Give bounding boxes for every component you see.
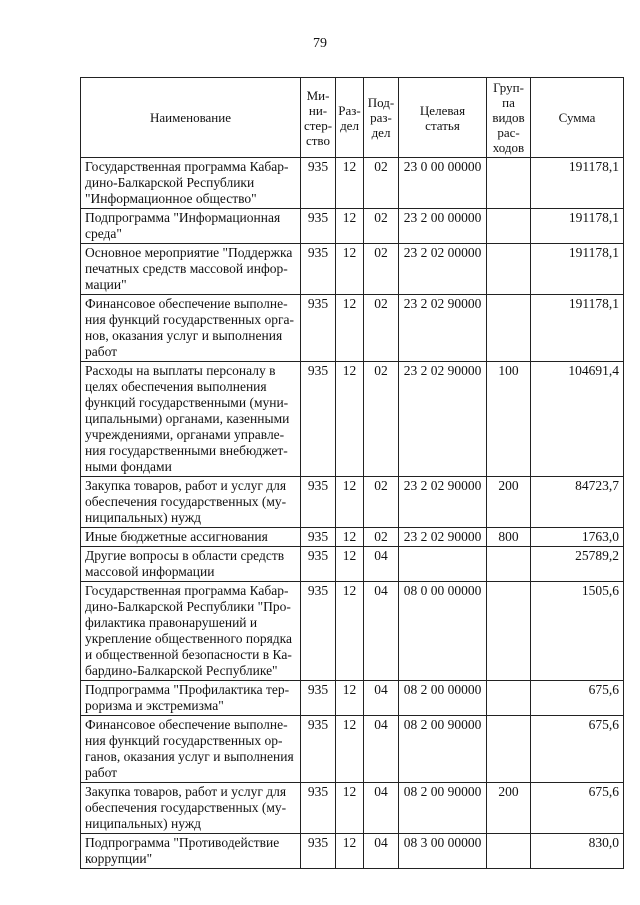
cell-target: [399, 547, 487, 582]
cell-group: 200: [487, 477, 531, 528]
cell-ministry: 935: [301, 783, 336, 834]
cell-ministry: 935: [301, 582, 336, 681]
header-ministry: Ми- ни- стер- ство: [301, 78, 336, 158]
cell-section: 12: [336, 681, 364, 716]
cell-sum: 84723,7: [531, 477, 624, 528]
table-row: [81, 244, 624, 295]
cell-subsection: 04: [364, 716, 399, 783]
cell-group: [487, 295, 531, 362]
cell-name: Закупка товаров, работ и услуг для обеспечения государственных (му- ниципальных) нужд: [81, 783, 301, 834]
page-number: 79: [313, 36, 327, 51]
cell-subsection: 02: [364, 362, 399, 477]
cell-section: 12: [336, 528, 364, 547]
budget-table: [80, 77, 624, 869]
cell-name: Расходы на выплаты персоналу в целях обеспечения выполнения функций государственными (муни- ципальными) органами, казенными учреждениями, органами управле- ния государственными внебюджет- ными фондами: [81, 362, 301, 477]
header-sum: Сумма: [531, 78, 624, 158]
cell-sum: 675,6: [531, 681, 624, 716]
cell-subsection: 04: [364, 681, 399, 716]
cell-name: Финансовое обеспечение выполне- ния функций государственных ор- ганов, оказания услуг и выполнения работ: [81, 716, 301, 783]
cell-target: 23 2 02 90000: [399, 477, 487, 528]
cell-sum: 191178,1: [531, 244, 624, 295]
cell-target: 23 2 02 90000: [399, 362, 487, 477]
cell-group: 200: [487, 783, 531, 834]
cell-group: [487, 582, 531, 681]
cell-name: Подпрограмма "Профилактика тер- роризма и экстремизма": [81, 681, 301, 716]
cell-name: Закупка товаров, работ и услуг для обеспечения государственных (му- ниципальных) нужд: [81, 477, 301, 528]
table-row: [81, 209, 624, 244]
cell-section: 12: [336, 783, 364, 834]
cell-subsection: 02: [364, 528, 399, 547]
cell-section: 12: [336, 477, 364, 528]
cell-ministry: 935: [301, 362, 336, 477]
cell-section: 12: [336, 716, 364, 783]
cell-subsection: 02: [364, 295, 399, 362]
cell-subsection: 04: [364, 783, 399, 834]
table-row: [81, 834, 624, 869]
cell-sum: 830,0: [531, 834, 624, 869]
cell-section: 12: [336, 158, 364, 209]
table-row: [81, 547, 624, 582]
cell-name: Иные бюджетные ассигнования: [81, 528, 301, 547]
table-row: [81, 783, 624, 834]
cell-section: 12: [336, 582, 364, 681]
cell-ministry: 935: [301, 477, 336, 528]
cell-ministry: 935: [301, 716, 336, 783]
cell-subsection: 02: [364, 209, 399, 244]
cell-target: 23 2 00 00000: [399, 209, 487, 244]
cell-target: 23 2 02 00000: [399, 244, 487, 295]
cell-target: 08 0 00 00000: [399, 582, 487, 681]
cell-subsection: 02: [364, 477, 399, 528]
cell-target: 23 2 02 90000: [399, 295, 487, 362]
cell-ministry: 935: [301, 681, 336, 716]
cell-name: Другие вопросы в области средств массовой информации: [81, 547, 301, 582]
header-target: Целевая статья: [399, 78, 487, 158]
cell-ministry: 935: [301, 158, 336, 209]
cell-name: Подпрограмма "Информационная среда": [81, 209, 301, 244]
table-row: [81, 716, 624, 783]
cell-section: 12: [336, 295, 364, 362]
cell-ministry: 935: [301, 209, 336, 244]
cell-target: 08 2 00 90000: [399, 783, 487, 834]
cell-sum: 191178,1: [531, 295, 624, 362]
cell-subsection: 04: [364, 547, 399, 582]
cell-ministry: 935: [301, 244, 336, 295]
cell-target: 23 0 00 00000: [399, 158, 487, 209]
cell-group: 800: [487, 528, 531, 547]
cell-sum: 1505,6: [531, 582, 624, 681]
cell-sum: 191178,1: [531, 158, 624, 209]
cell-target: 08 3 00 00000: [399, 834, 487, 869]
header-subsection: Под- раз- дел: [364, 78, 399, 158]
cell-section: 12: [336, 362, 364, 477]
cell-sum: 191178,1: [531, 209, 624, 244]
cell-group: [487, 547, 531, 582]
cell-sum: 25789,2: [531, 547, 624, 582]
cell-group: 100: [487, 362, 531, 477]
cell-name: Финансовое обеспечение выполне- ния функций государственных орга- нов, оказания услуг и выполнения работ: [81, 295, 301, 362]
cell-group: [487, 716, 531, 783]
cell-section: 12: [336, 209, 364, 244]
header-name: Наименование: [81, 78, 301, 158]
cell-name: Основное мероприятие "Поддержка печатных средств массовой инфор- мации": [81, 244, 301, 295]
cell-section: 12: [336, 244, 364, 295]
cell-sum: 1763,0: [531, 528, 624, 547]
cell-section: 12: [336, 834, 364, 869]
table-body: [81, 158, 624, 869]
cell-target: 08 2 00 90000: [399, 716, 487, 783]
cell-subsection: 04: [364, 582, 399, 681]
cell-section: 12: [336, 547, 364, 582]
table-row: [81, 477, 624, 528]
cell-name: Подпрограмма "Противодействие коррупции": [81, 834, 301, 869]
cell-subsection: 02: [364, 158, 399, 209]
table-row: [81, 528, 624, 547]
table-row: [81, 158, 624, 209]
cell-ministry: 935: [301, 834, 336, 869]
header-group: Груп- па видов рас- ходов: [487, 78, 531, 158]
cell-target: 23 2 02 90000: [399, 528, 487, 547]
table-row: [81, 295, 624, 362]
cell-name: Государственная программа Кабар- дино-Балкарской Республики "Про- филактика правонарушений и укрепление общественного порядка и общественной безопасности в Ка- бардино-Балкарской Республике": [81, 582, 301, 681]
cell-sum: 675,6: [531, 783, 624, 834]
cell-group: [487, 244, 531, 295]
cell-ministry: 935: [301, 547, 336, 582]
table-row: [81, 582, 624, 681]
cell-subsection: 02: [364, 244, 399, 295]
cell-sum: 675,6: [531, 716, 624, 783]
header-row: [81, 78, 624, 158]
cell-subsection: 04: [364, 834, 399, 869]
cell-ministry: 935: [301, 295, 336, 362]
cell-target: 08 2 00 00000: [399, 681, 487, 716]
cell-sum: 104691,4: [531, 362, 624, 477]
cell-group: [487, 681, 531, 716]
cell-group: [487, 158, 531, 209]
cell-group: [487, 834, 531, 869]
table-row: [81, 362, 624, 477]
cell-name: Государственная программа Кабар- дино-Балкарской Республики "Информационное общество": [81, 158, 301, 209]
cell-group: [487, 209, 531, 244]
header-section: Раз- дел: [336, 78, 364, 158]
table-row: [81, 681, 624, 716]
cell-ministry: 935: [301, 528, 336, 547]
